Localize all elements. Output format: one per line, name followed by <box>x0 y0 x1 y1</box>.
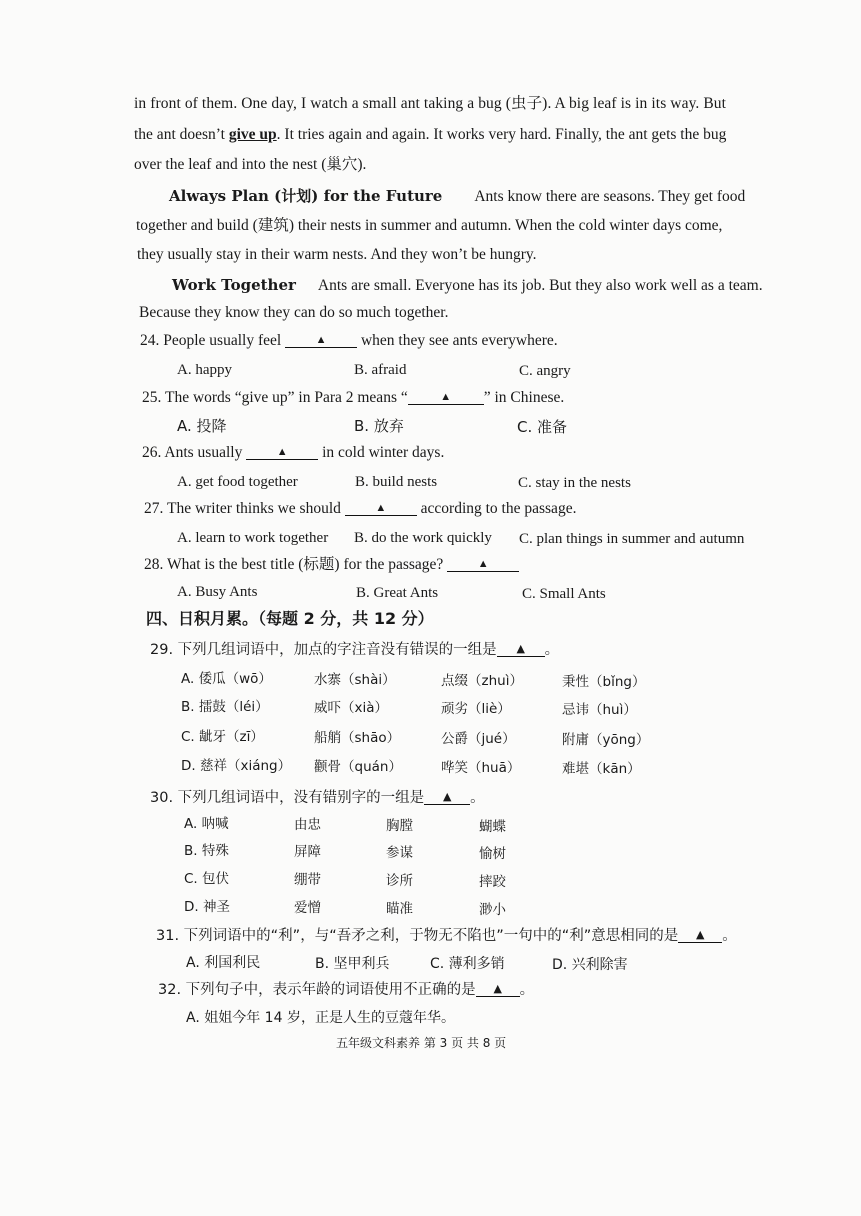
option-a: A. 利国利民 <box>186 955 261 971</box>
pinyin-option-cell: A. 倭瓜（wō） <box>181 671 272 687</box>
section-title: 四、日积月累。（每题 2 分，共 12 分） <box>146 609 434 628</box>
question-27 <box>144 499 576 519</box>
answer-blank[interactable] <box>424 788 470 805</box>
question-stem: 28. What is the best title (标题) for the passage? <box>144 556 444 573</box>
option-a: A. get food together <box>177 474 298 490</box>
pinyin-option-cell: C. 龇牙（zī） <box>181 729 264 745</box>
question-26 <box>142 443 444 463</box>
question-32 <box>158 980 534 1000</box>
pinyin-option-cell: 秉性（bǐng） <box>562 674 646 690</box>
option-b: B. build nests <box>355 474 438 490</box>
passage-line: together and build (建筑) their nests in summer and autumn. When the cold winter days come, <box>136 217 723 234</box>
passage-line: they usually stay in their warm nests. And they won’t be hungry. <box>137 246 537 263</box>
question-stem: 27. The writer thinks we should <box>144 500 341 517</box>
pinyin-option-cell: 公爵（jué） <box>441 731 516 747</box>
option-c: C. plan things in summer and autumn <box>519 531 745 547</box>
underlined-phrase: give up <box>228 126 277 143</box>
option-b: B. afraid <box>354 362 407 378</box>
triangle-marker-icon: ▲ <box>440 391 452 403</box>
passage-line: over the leaf and into the nest (巢穴). <box>134 156 367 173</box>
question-29 <box>150 640 559 660</box>
text: the ant doesn’t <box>134 126 229 143</box>
word-option-cell: 蝴蝶 <box>479 819 506 835</box>
option-c: C. stay in the nests <box>518 475 631 491</box>
word-option-cell: B. 特殊 <box>184 843 229 859</box>
triangle-marker-icon: ▲ <box>276 446 288 458</box>
question-stem: 29. 下列几组词语中，加点的字注音没有错误的一组是 <box>150 642 497 658</box>
answer-blank[interactable] <box>345 499 417 516</box>
question-stem: in cold winter days. <box>322 444 445 461</box>
question-stem: 。 <box>519 982 535 998</box>
word-option-cell: D. 神圣 <box>184 899 230 915</box>
word-option-cell: 参谋 <box>386 845 413 861</box>
answer-blank[interactable] <box>497 640 545 657</box>
passage-line: Because they know they can do so much together. <box>139 304 449 321</box>
passage-line <box>134 125 726 145</box>
word-option-cell: C. 包伏 <box>184 871 230 887</box>
passage-line <box>172 275 763 296</box>
question-stem: 26. Ants usually <box>142 444 243 461</box>
text: Ants know there are seasons. They get food <box>474 188 746 205</box>
pinyin-option-cell: 哗笑（huā） <box>441 760 521 776</box>
option-b: B. do the work quickly <box>354 530 492 546</box>
question-stem: 。 <box>722 928 737 944</box>
answer-blank[interactable] <box>285 331 357 348</box>
triangle-marker-icon: ▲ <box>477 558 489 570</box>
option-c: C. 薄利多销 <box>430 956 505 972</box>
pinyin-option-cell: 顽劣（liè） <box>441 701 511 717</box>
answer-blank[interactable] <box>678 926 722 943</box>
question-stem: 31. 下列词语中的“利”，与“吾矛之利，于物无不陷也”一句中的“利”意思相同的是 <box>156 928 679 944</box>
option-b: B. Great Ants <box>356 585 439 601</box>
word-option-cell: 绷带 <box>294 872 321 888</box>
passage-line: in front of them. One day, I watch a small ant taking a bug (虫子). A big leaf is in its way. But <box>134 95 727 112</box>
option-d: D. 兴利除害 <box>552 957 628 973</box>
pinyin-option-cell: 水寨（shài） <box>314 672 396 688</box>
question-28 <box>144 555 519 575</box>
text: . It tries again and again. It works very hard. Finally, the ant gets the bug <box>276 126 727 143</box>
triangle-marker-icon: ▲ <box>315 334 327 346</box>
triangle-marker-icon: ▲ <box>696 928 705 941</box>
option-a: A. 姐姐今年 14 岁，正是人生的豆蔻年华。 <box>186 1010 455 1026</box>
question-stem: 。 <box>470 790 485 806</box>
triangle-marker-icon: ▲ <box>516 642 525 655</box>
section-heading: Always Plan (计划) for the Future <box>169 187 443 205</box>
option-a: A. happy <box>177 362 232 378</box>
word-option-cell: 胸膛 <box>386 818 413 834</box>
question-stem: 25. The words “give up” in Para 2 means “ <box>142 389 408 406</box>
pinyin-option-cell: D. 慈祥（xiáng） <box>181 758 292 774</box>
word-option-cell: 愉树 <box>479 846 506 862</box>
question-30 <box>150 788 485 808</box>
pinyin-option-cell: 难堪（kān） <box>562 761 641 777</box>
pinyin-option-cell: 忌讳（huì） <box>562 702 637 718</box>
answer-blank[interactable] <box>246 443 318 460</box>
triangle-marker-icon: ▲ <box>375 502 387 514</box>
section-heading: Work Together <box>172 276 296 294</box>
option-b: B. 放弃 <box>354 417 404 435</box>
answer-blank[interactable] <box>447 555 519 572</box>
question-stem: according to the passage. <box>420 500 577 517</box>
option-a: A. 投降 <box>177 417 227 435</box>
option-a: A. learn to work together <box>177 530 329 546</box>
answer-blank[interactable] <box>476 980 520 997</box>
option-a: A. Busy Ants <box>177 584 258 600</box>
question-24 <box>140 331 558 351</box>
pinyin-option-cell: 威吓（xià） <box>314 700 389 716</box>
word-option-cell: 屏障 <box>294 844 321 860</box>
pinyin-option-cell: B. 擂鼓（léi） <box>181 699 269 715</box>
pinyin-option-cell: 点缀（zhuì） <box>441 673 523 689</box>
word-option-cell: 渺小 <box>479 902 506 918</box>
triangle-marker-icon: ▲ <box>442 790 452 803</box>
word-option-cell: 瞄准 <box>386 901 413 917</box>
option-c: C. Small Ants <box>522 586 606 602</box>
pinyin-option-cell: 附庸（yōng） <box>562 732 650 748</box>
word-option-cell: 诊所 <box>386 873 413 889</box>
option-c: C. 准备 <box>517 418 568 436</box>
question-stem: when they see ants everywhere. <box>360 332 558 349</box>
pinyin-option-cell: 颧骨（quán） <box>314 759 402 775</box>
question-stem: 。 <box>544 642 560 658</box>
word-option-cell: 爱憎 <box>294 900 321 916</box>
question-25 <box>142 388 564 408</box>
question-stem: ” in Chinese. <box>483 389 565 406</box>
question-stem: 24. People usually feel <box>140 332 282 349</box>
pinyin-option-cell: 船艄（shāo） <box>314 730 401 746</box>
question-stem: 32. 下列句子中，表示年龄的词语使用不正确的是 <box>158 982 476 998</box>
triangle-marker-icon: ▲ <box>493 982 502 995</box>
option-c: C. angry <box>519 363 571 379</box>
passage-line <box>169 186 745 207</box>
question-31 <box>156 926 737 946</box>
word-option-cell: A. 呐喊 <box>184 816 229 832</box>
text: Ants are small. Everyone has its job. But they also work well as a team. <box>317 277 763 294</box>
answer-blank[interactable] <box>408 388 484 405</box>
page-footer: 五年级文科素养 第 3 页 共 8 页 <box>336 1036 507 1050</box>
word-option-cell: 摔跤 <box>479 874 506 890</box>
option-b: B. 坚甲利兵 <box>315 956 390 972</box>
question-stem: 30. 下列几组词语中，没有错别字的一组是 <box>150 790 425 806</box>
word-option-cell: 由忠 <box>294 817 321 833</box>
